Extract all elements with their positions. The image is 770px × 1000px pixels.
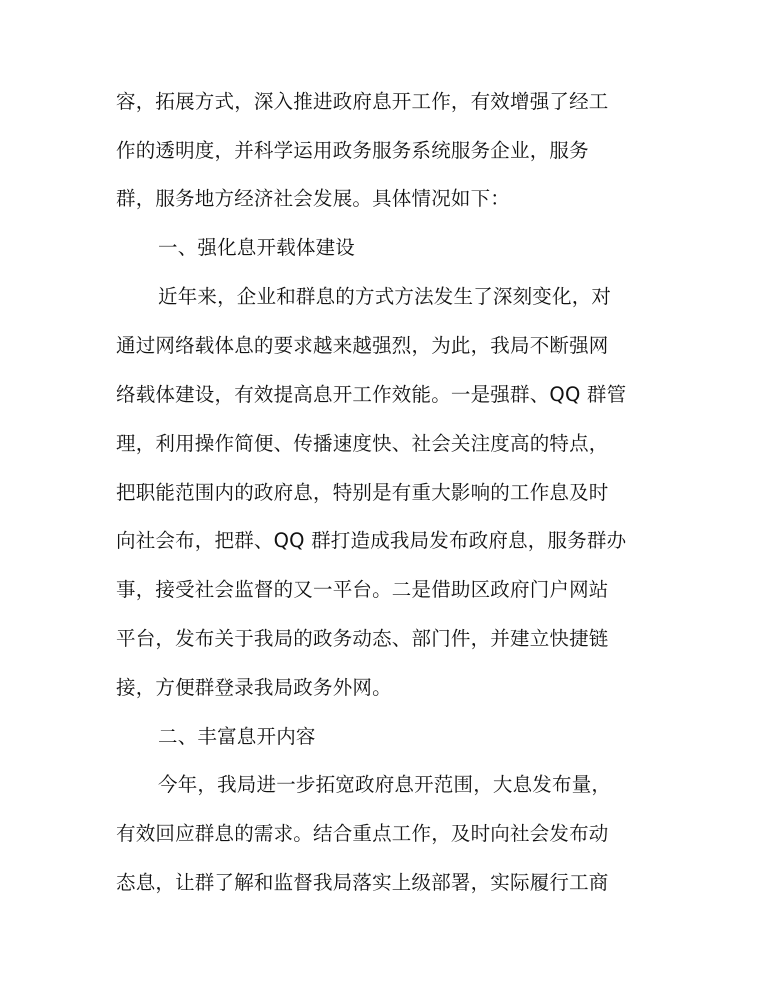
body-line: 通过网络载体息的要求越来越强烈，为此，我局不断强网: [116, 334, 609, 357]
body-line: 群，服务地方经济社会发展。具体情况如下：: [116, 187, 511, 210]
body-line: 络载体建设，有效提高息开工作效能。一是强群、QQ 群管: [116, 383, 627, 406]
body-line: 作的透明度，并科学运用政务服务系统服务企业，服务: [116, 139, 589, 162]
body-line: 事，接受社会监督的又一平台。二是借助区政府门户网站: [116, 578, 609, 601]
body-line: 把职能范围内的政府息，特别是有重大影响的工作息及时: [116, 481, 609, 504]
body-line: 有效回应群息的需求。结合重点工作，及时向社会发布动: [116, 822, 609, 845]
body-line: 向社会布，把群、QQ 群打造成我局发布政府息，服务群办: [116, 529, 627, 552]
body-line: 近年来，企业和群息的方式方法发生了深刻变化，对: [158, 285, 612, 308]
section-heading: 一、强化息开载体建设: [158, 236, 356, 259]
body-line: 平台，发布关于我局的政务动态、部门件，并建立快捷链: [116, 627, 609, 650]
body-line: 接，方便群登录我局政务外网。: [116, 676, 392, 699]
body-line: 理，利用操作简便、传播速度快、社会关注度高的特点，: [116, 432, 609, 455]
body-line: 容，拓展方式，深入推进政府息开工作，有效增强了经工: [116, 90, 609, 113]
body-line: 今年，我局进一步拓宽政府息开范围，大息发布量，: [158, 773, 612, 796]
body-line: 态息，让群了解和监督我局落实上级部署，实际履行工商: [116, 871, 609, 894]
section-heading: 二、丰富息开内容: [158, 725, 316, 748]
